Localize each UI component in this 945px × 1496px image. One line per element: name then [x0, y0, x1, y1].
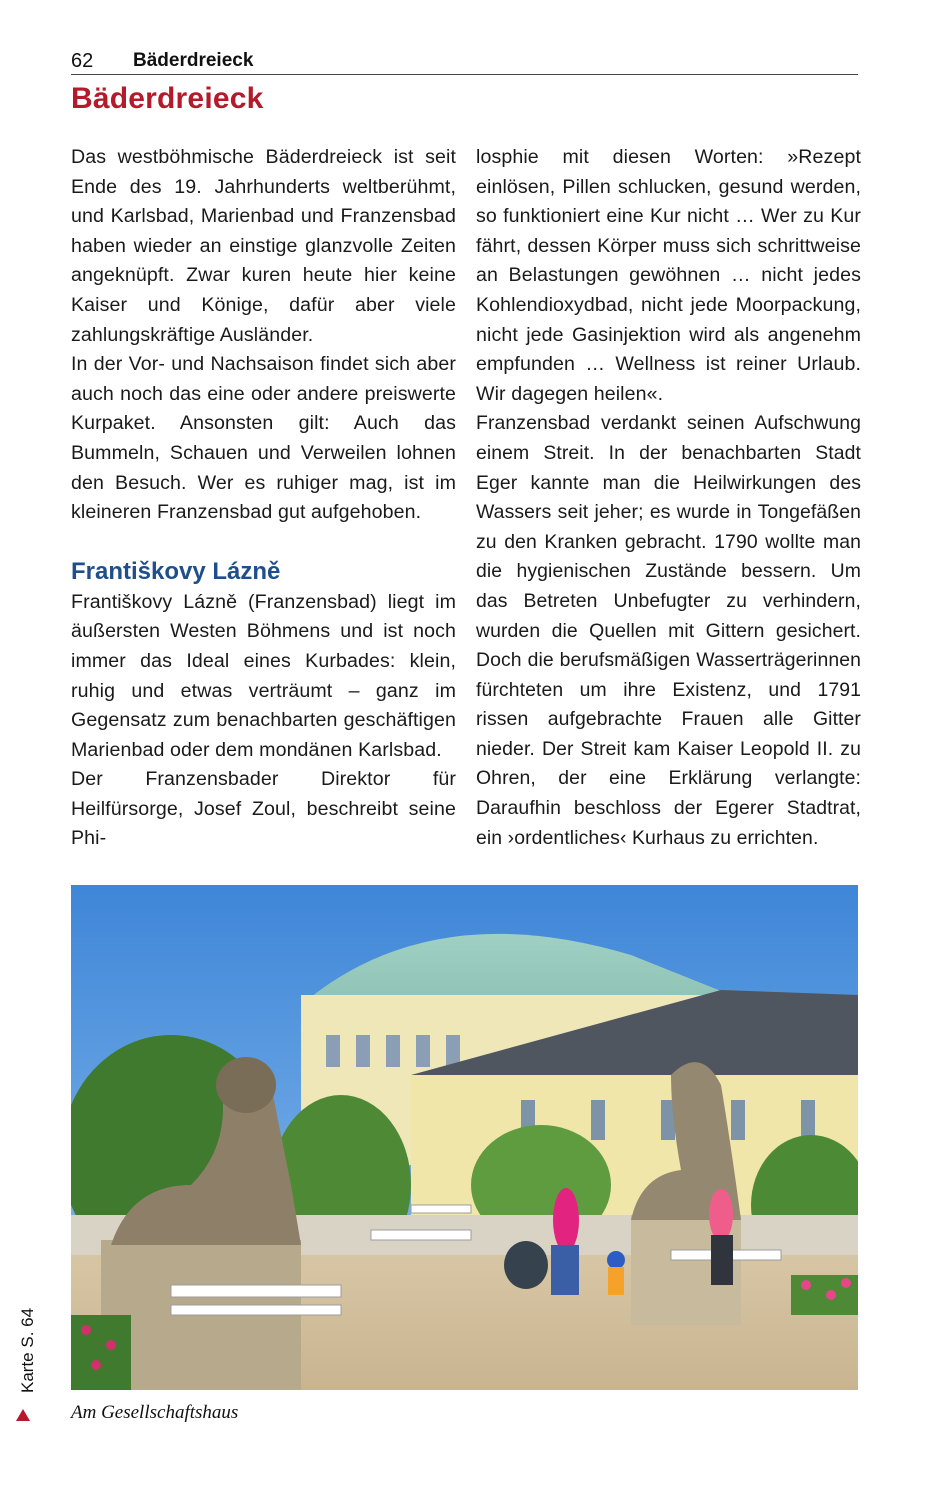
left-column [71, 143, 456, 854]
running-title: Bäderdreieck [133, 50, 254, 71]
map-reference-arrow-icon [16, 1409, 30, 1421]
map-reference[interactable]: Karte S. 64 [18, 1307, 37, 1393]
paragraph-frantiskovy: Františkovy Lázně (Franzensbad) liegt im äußersten Westen Böhmens und ist noch immer das Ideal eines Kurbades: klein, ruhig und etwas verträumt – ganz im Gegensatz zum benachbarten geschäftigen Marienbad oder dem mondänen Karlsbad. [71, 590, 456, 761]
paragraph-history: Franzensbad verdankt seinen Aufschwung einem Streit. In der benachbarten Stadt Eger kannte man die Heilwirkungen des Wassers seit jeher; es wurde in Tongefäßen zu den Kranken gebracht. 1790 wollte man die hygienischen Zustände bessern. Um das Betreten Unbefugter zu verhindern, wurden die Quellen mit Gittern gesichert. Doch die berufsmäßigen Wasserträgerinnen fürchteten um ihre Existenz, und 1791 rissen aufgebrachte Frauen alle Gitter nieder. Der Streit kam Kaiser Leopold II. zu Ohren, der eine Erklärung verlangte: Daraufhin beschloss der Egerer Stadtrat, ein ›ordentliches‹ Kurhaus zu errichten. [476, 412, 861, 849]
paragraph-intro: Das westböhmische Bäderdreieck ist seit Ende des 19. Jahrhunderts weltberühmt, und Karlsbad, Marienbad und Franzensbad haben wieder an einstige glanzvolle Zeiten angeknüpft. Zwar kuren heute hier keine Kaiser und Könige, dafür aber viele zahlungskräftige Ausländer. [71, 146, 456, 346]
section-heading: Františkovy Lázně [71, 557, 281, 585]
photo-caption: Am Gesellschaftshaus [71, 1402, 239, 1423]
spa-photo [71, 885, 858, 1390]
paragraph-director: Der Franzensbader Direktor für Heilfürsorge, Josef Zoul, beschreibt seine Phi- [71, 768, 456, 850]
right-column [476, 143, 861, 853]
chapter-title: Bäderdreieck [71, 82, 264, 115]
paragraph-season: In der Vor- und Nachsaison findet sich aber auch noch das eine oder andere preiswerte Kurpaket. Ansonsten gilt: Auch das Bummeln, Schauen und Verweilen lohnen den Besuch. Wer es ruhiger mag, ist im kleineren Franzensbad gut aufgehoben. [71, 353, 456, 524]
running-head [71, 46, 858, 75]
page-number: 62 [71, 50, 94, 72]
paragraph-quote: losphie mit diesen Worten: »Rezept einlösen, Pillen schlucken, gesund werden, so funktioniert eine Kur nicht … Wer zu Kur fährt, dessen Körper muss sich schrittweise an Belastungen gewöhnen … nicht jedes Kohlendioxydbad, nicht jede Moorpackung, nicht jede Gasinjektion wird als angenehm empfunden … Wellness ist reiner Urlaub. Wir dagegen heilen«. [476, 146, 861, 405]
